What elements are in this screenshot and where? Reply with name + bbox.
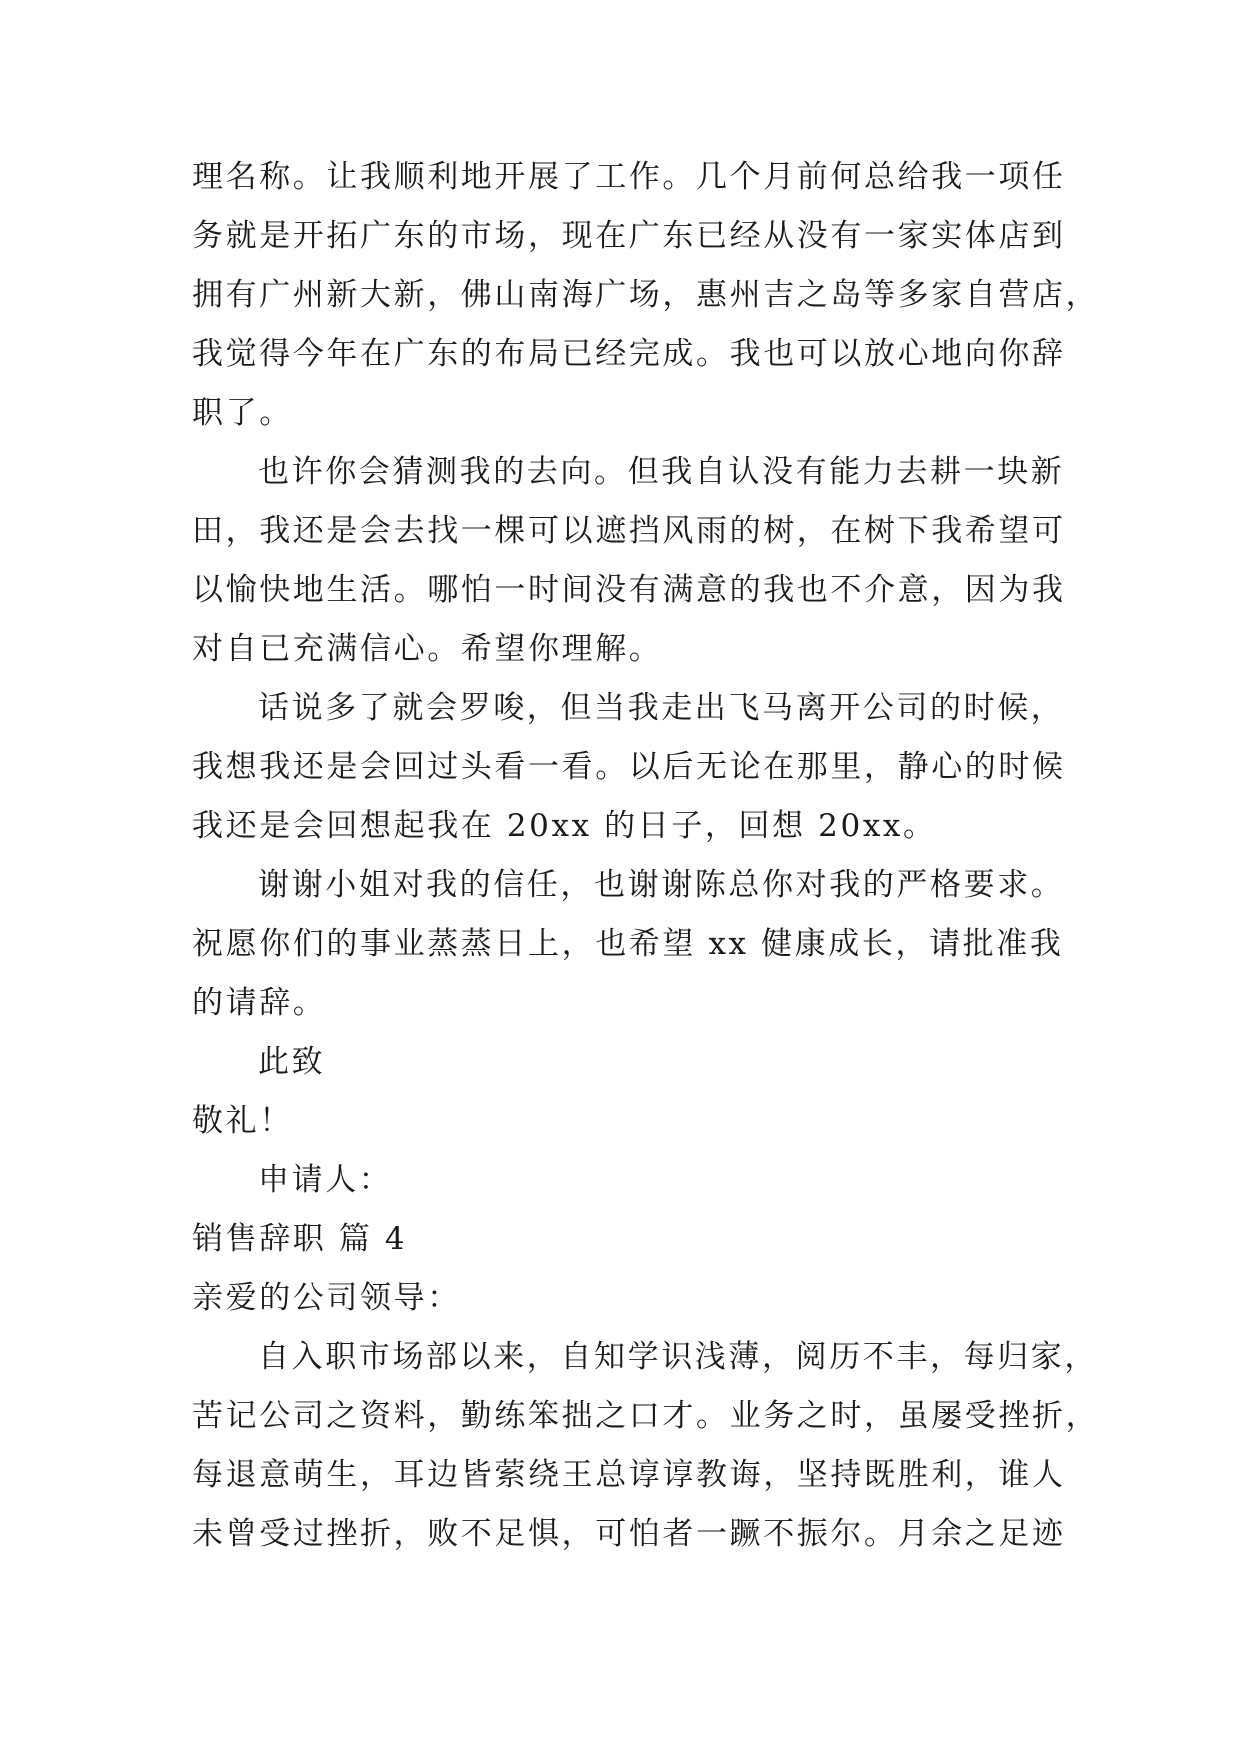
paragraph-line: 的请辞。: [192, 985, 327, 1021]
paragraph-line: 每退意萌生，耳边皆萦绕王总谆谆教诲，坚持既胜利，谁人: [192, 1457, 1066, 1493]
paragraph-line: 苦记公司之资料，勤练笨拙之口才。业务之时，虽屡受挫折，: [192, 1398, 1100, 1434]
paragraph-line: 理名称。让我顺利地开展了工作。几个月前何总给我一项任: [192, 159, 1066, 195]
applicant-line: 申请人：: [258, 1162, 393, 1198]
paragraph-line: 话说多了就会罗唆，但当我走出飞马离开公司的时候，: [258, 690, 1065, 726]
paragraph-line: 职了。: [192, 395, 293, 431]
paragraph-line: 拥有广州新大新，佛山南海广场，惠州吉之岛等多家自营店，: [192, 277, 1100, 313]
paragraph-line: 田，我还是会去找一棵可以遮挡风雨的树，在树下我希望可: [192, 513, 1066, 549]
greeting-line: 亲爱的公司领导：: [192, 1280, 461, 1316]
paragraph-line: 我想我还是会回过头看一看。以后无论在那里，静心的时候: [192, 749, 1066, 785]
salutation-line: 敬礼！: [192, 1103, 293, 1139]
paragraph-line: 谢谢小姐对我的信任，也谢谢陈总你对我的严格要求。: [258, 867, 1065, 903]
paragraph-line: 我还是会回想起我在 20xx 的日子，回想 20xx。: [192, 808, 937, 844]
paragraph-line: 我觉得今年在广东的布局已经完成。我也可以放心地向你辞: [192, 336, 1066, 372]
paragraph-line: 务就是开拓广东的市场，现在广东已经从没有一家实体店到: [192, 218, 1066, 254]
paragraph-line: 自入职市场部以来，自知学识浅薄，阅历不丰，每归家，: [258, 1339, 1098, 1375]
paragraph-line: 对自已充满信心。希望你理解。: [192, 631, 663, 667]
paragraph-line: 以愉快地生活。哪怕一时间没有满意的我也不介意，因为我: [192, 572, 1066, 608]
paragraph-line: 祝愿你们的事业蒸蒸日上，也希望 xx 健康成长，请批准我: [192, 926, 1064, 962]
paragraph-line: 未曾受过挫折，败不足惧，可怕者一蹶不振尔。月余之足迹: [192, 1516, 1066, 1552]
section-heading: 销售辞职 篇 4: [192, 1221, 408, 1257]
closing-line: 此致: [258, 1044, 326, 1080]
paragraph-line: 也许你会猜测我的去向。但我自认没有能力去耕一块新: [258, 454, 1065, 490]
